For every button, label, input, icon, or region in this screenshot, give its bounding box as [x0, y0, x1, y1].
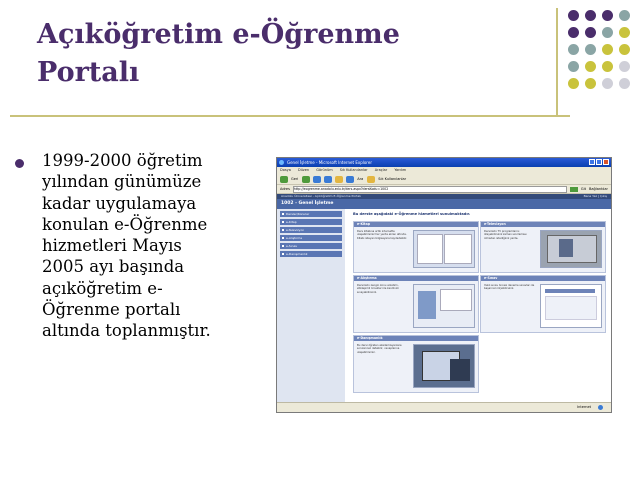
dot-icon	[619, 44, 630, 55]
sidebar-item[interactable]: e-Sınav	[280, 243, 342, 249]
service-card-e-danismanlik[interactable]	[353, 335, 479, 393]
address-label: Adres	[280, 187, 290, 191]
card-title[interactable]: e-Kitap	[354, 222, 478, 227]
browser-screenshot	[276, 157, 612, 413]
card-text: Bu dersi öğreten akademisyenlere sorularınızı iletebilir, cevaplarına ulaşabilirsiniz.	[357, 344, 402, 354]
dot-icon	[585, 44, 596, 55]
card-image	[540, 284, 602, 328]
bullet-line: yılından günümüze	[42, 172, 202, 192]
menu-item[interactable]: Görünüm	[316, 168, 333, 172]
card-image	[540, 230, 602, 268]
card-image	[413, 344, 475, 388]
dot-icon	[602, 27, 613, 38]
menu-item[interactable]: Düzen	[298, 168, 310, 172]
slide-title-line-1: Açıköğretim e-Öğrenme	[37, 19, 400, 50]
sidebar-item[interactable]: e-Danışmanlık	[280, 251, 342, 257]
status-bar	[277, 402, 611, 412]
bullet-line: 2005 ayı başında	[42, 257, 185, 277]
slide-title	[37, 16, 507, 92]
close-icon[interactable]	[603, 159, 609, 165]
dot-icon	[602, 10, 613, 21]
dot-icon	[585, 78, 596, 89]
dot-icon	[585, 61, 596, 72]
main-content	[349, 209, 607, 403]
dot-icon	[568, 78, 579, 89]
main-heading: Bu derste aşağıdaki e-Öğrenme hizmetleri sunulmaktadır.	[353, 212, 471, 216]
service-card-e-televizyon[interactable]	[480, 221, 606, 273]
menu-bar	[277, 167, 611, 174]
maximize-icon[interactable]	[596, 159, 602, 165]
address-input[interactable]: http://eogrenme.anadolu.edu.tr/ders.aspx?dersKodu=1002	[293, 186, 567, 193]
back-label[interactable]: Geri	[291, 177, 299, 181]
dot-icon	[568, 44, 579, 55]
service-card-e-alistirma[interactable]	[353, 275, 479, 333]
card-text: Dersinizin zengin konu anlatımı, etkileşimli örnekleri ile kendinizi sınayabilirsiniz.	[357, 284, 399, 294]
dot-icon	[619, 10, 630, 21]
links-label[interactable]: Bağlantılar	[588, 187, 608, 191]
menu-item[interactable]: Dosya	[280, 168, 291, 172]
bullet-line: Öğrenme portalı	[42, 300, 181, 320]
bullet-line: hizmetleri Mayıs	[42, 236, 182, 256]
go-label[interactable]: Git	[580, 187, 586, 191]
card-title[interactable]: e-Danışmanlık	[354, 336, 478, 341]
dot-icon	[568, 61, 579, 72]
card-text: Dersinizin TV programlarını izleyebilirsiniz zaman sınırlaması olmadan istediğiniz yerde.	[484, 230, 527, 240]
dot-icon	[602, 61, 613, 72]
dot-icon	[585, 10, 596, 21]
site-header-text: Anadolu Üniversitesi - Açıköğretim E-Öğrenme Portalı	[281, 194, 361, 198]
slide-title-line-2: Portalı	[37, 57, 140, 88]
dot-icon	[568, 10, 579, 21]
dot-icon	[568, 27, 579, 38]
internet-zone-icon	[598, 405, 603, 410]
search-icon[interactable]	[346, 176, 354, 183]
minimize-icon[interactable]	[589, 159, 595, 165]
sidebar-item[interactable]: e-Alıştırma	[280, 235, 342, 241]
dot-icon	[602, 44, 613, 55]
window-titlebar	[277, 158, 611, 167]
service-card-e-sinav[interactable]	[480, 275, 606, 333]
dot-icon	[619, 61, 630, 72]
sidebar-item[interactable]: e-Kitap	[280, 219, 342, 225]
search-label[interactable]: Ara	[357, 177, 364, 181]
favorites-label[interactable]: Sık Kullanılanlar	[378, 177, 407, 181]
bullet-line: 1999-2000 öğretim	[42, 151, 203, 170]
dot-icon	[585, 27, 596, 38]
bullet-line: açıköğretim e-	[42, 278, 163, 298]
browser-toolbar	[277, 174, 611, 185]
window-title: Genel İşletme - Microsoft Internet Explorer	[287, 160, 372, 165]
refresh-icon[interactable]	[324, 176, 332, 183]
address-bar	[277, 185, 611, 194]
go-icon[interactable]	[570, 187, 578, 192]
ie-logo-icon	[279, 160, 284, 165]
bullet-line: kadar uygulamaya	[42, 193, 197, 213]
stop-icon[interactable]	[313, 176, 321, 183]
dot-icon	[619, 27, 630, 38]
decorative-dot-grid	[568, 10, 638, 110]
menu-item[interactable]: Yardım	[394, 168, 407, 172]
window-controls	[588, 159, 609, 168]
menu-item[interactable]: Sık Kullanılanlar	[339, 168, 368, 172]
dot-icon	[619, 78, 630, 89]
home-icon[interactable]	[335, 176, 343, 183]
forward-icon[interactable]	[302, 176, 310, 183]
site-header-right[interactable]: Bana Yaz | Çıkış	[583, 194, 607, 198]
course-sidebar	[277, 209, 345, 403]
menu-item[interactable]: Araçlar	[374, 168, 388, 172]
status-zone: Internet	[577, 405, 591, 409]
favorites-icon[interactable]	[367, 176, 375, 183]
web-page	[277, 194, 611, 403]
horizontal-divider	[10, 115, 570, 117]
back-icon[interactable]	[280, 176, 288, 183]
card-text: Yazılı sınav öncesi deneme sınavları ile başarınızı ölçebilirsiniz.	[484, 284, 535, 291]
card-image	[413, 230, 475, 268]
card-title[interactable]: e-Alıştırma	[354, 276, 478, 281]
bullet-line: konulan e-Öğrenme	[42, 214, 208, 234]
card-text: Ders kitabına artık internette ulaşabilirsiniz her yerde ekran altında. Kitabı isteyen bilgisayara kaydedebilir.	[357, 230, 408, 240]
dot-icon	[602, 78, 613, 89]
vertical-divider	[556, 8, 558, 116]
card-image	[413, 284, 475, 328]
course-title: 1002 - Genel İşletme	[277, 199, 611, 209]
card-title[interactable]: e-Sınav	[481, 276, 605, 281]
bullet-text	[42, 150, 262, 342]
card-title[interactable]: e-Televizyon	[481, 222, 605, 227]
sidebar-item[interactable]: e-Televizyon	[280, 227, 342, 233]
sidebar-item[interactable]: Dersler/Konular	[280, 211, 342, 217]
bullet-line: altında toplanmıştır.	[42, 321, 211, 341]
bullet-icon	[15, 159, 24, 168]
service-card-e-kitap[interactable]	[353, 221, 479, 273]
